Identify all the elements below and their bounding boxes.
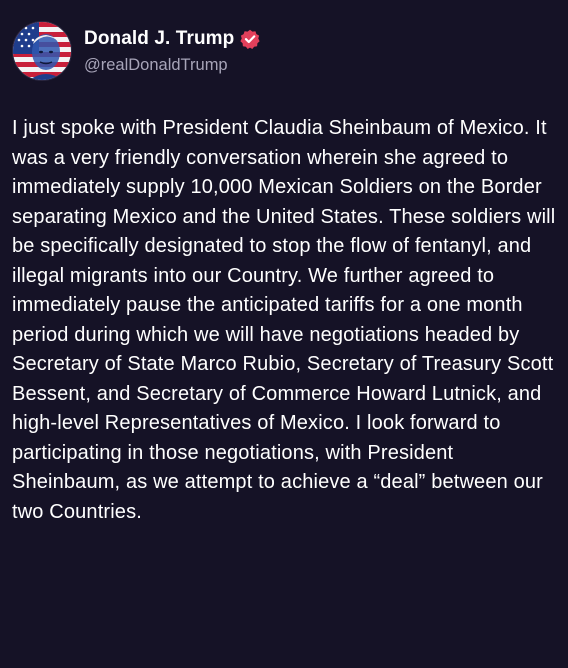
avatar[interactable]	[12, 21, 72, 81]
author-identity	[84, 28, 260, 75]
name-row	[84, 28, 260, 50]
american-flag-portrait-avatar-icon	[13, 22, 72, 81]
verified-badge-icon	[240, 29, 260, 49]
post-header	[12, 20, 556, 82]
author-display-name[interactable]: Donald J. Trump	[84, 27, 235, 49]
post-body-text: I just spoke with President Claudia Sheinbaum of Mexico. It was a very friendly conversation wherein she agreed to immediately supply 10,000 Mexican Soldiers on the Border separating Mexico and the United States. These soldiers will be specifically designated to stop the flow of fentanyl, and illegal migrants into our Country. We further agreed to immediately pause the anticipated tariffs for a one month period during which we will have negotiations headed by Secretary of State Marco Rubio, Secretary of Treasury Scott Bessent, and Secretary of Commerce Howard Lutnick, and high-level Representatives of Mexico. I look forward to participating in those negotiations, with President Sheinbaum, as we attempt to achieve a “deal” between our two Countries.	[12, 117, 556, 523]
author-handle[interactable]: @realDonaldTrump	[84, 55, 228, 74]
